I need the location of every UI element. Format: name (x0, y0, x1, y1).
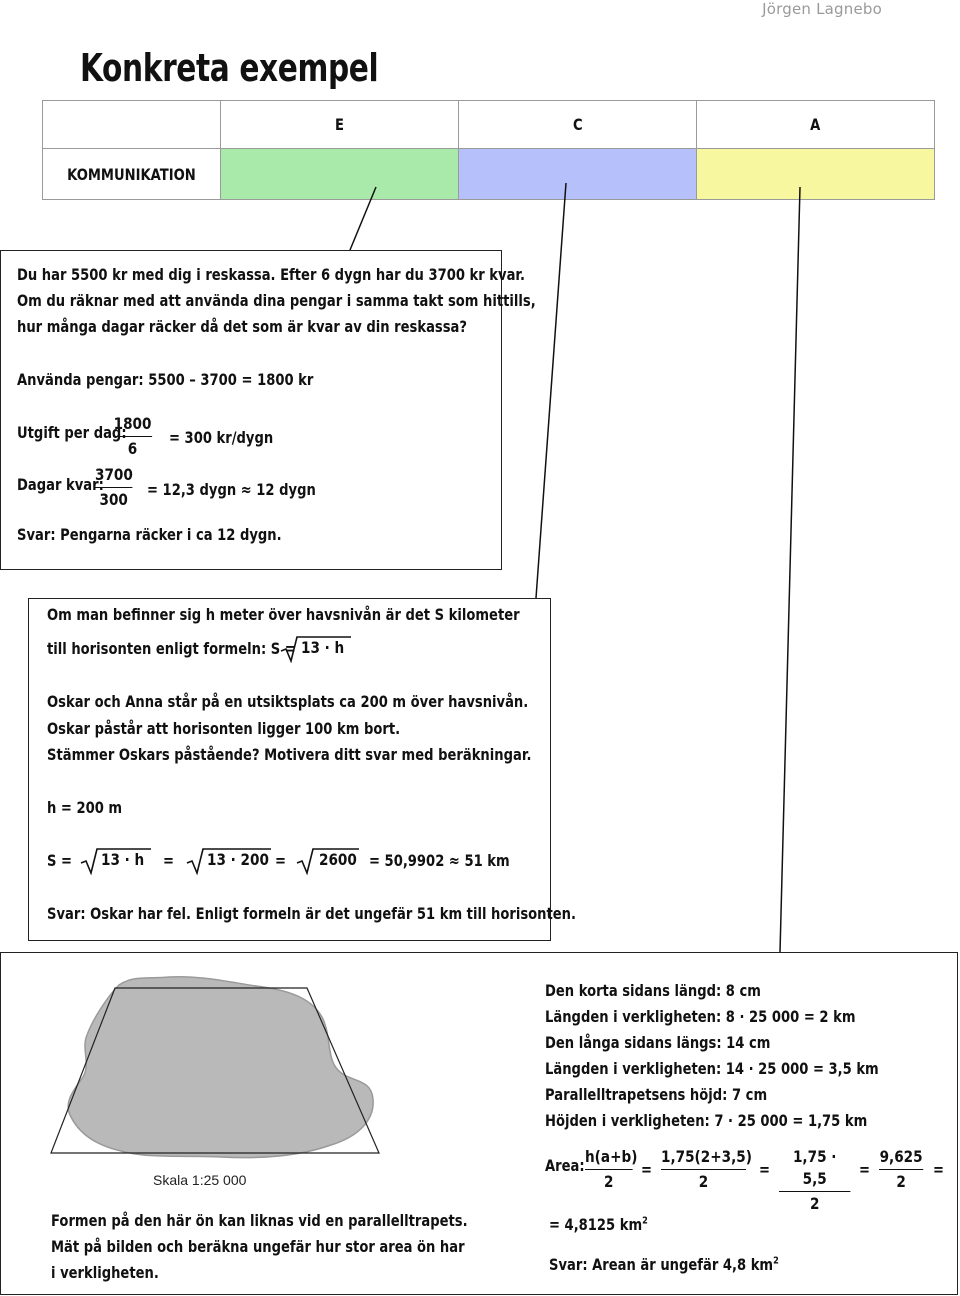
example-e-days-label: Dagar kvar: (17, 475, 104, 494)
example-e-question-line-3: hur många dagar räcker då det som är kvar av din reskassa? (17, 317, 468, 336)
example-a-fraction-4-numerator: 9,625 (879, 1147, 923, 1166)
island-map-icon (1, 953, 401, 1203)
example-a-eq-1: = (641, 1160, 652, 1179)
example-c-line-2: till horisonten enligt formeln: S = (47, 639, 296, 658)
example-a-answer-text: Svar: Arean är ungefär 4,8 km (549, 1255, 774, 1274)
example-a-eq-4: = (933, 1160, 944, 1179)
example-a-area-result-exponent: 2 (642, 1215, 648, 1227)
example-c-calc-radicand-3: 2600 (319, 850, 357, 869)
fraction-bar (95, 487, 132, 488)
example-c-h-value: h = 200 m (47, 798, 123, 817)
connector-line-c (536, 183, 566, 598)
connector-line-e (350, 187, 376, 250)
example-e-per-day-label: Utgift per dag: (17, 423, 127, 442)
grade-header-a-label: A (810, 115, 821, 134)
example-e-used-money: Använda pengar: 5500 – 3700 = 1800 kr (17, 370, 314, 389)
example-a-task-line-2: Mät på bilden och beräkna ungefär hur stor area ön har (51, 1237, 465, 1256)
example-c-line-5: Stämmer Oskars påstående? Motivera ditt svar med beräkningar. (47, 745, 532, 764)
example-c-formula-radicand: 13 · h (301, 638, 345, 657)
example-e-days-result: = 12,3 dygn ≈ 12 dygn (147, 480, 316, 499)
example-c-answer: Svar: Oskar har fel. Enligt formeln är det ungefär 51 km till horisonten. (47, 904, 576, 923)
example-c-line-3: Oskar och Anna står på en utsiktsplats ca 200 m över havsnivån. (47, 692, 529, 711)
row-label-text: KOMMUNIKATION (67, 164, 196, 184)
connector-line-a (780, 187, 800, 952)
example-e-days-denominator: 300 (99, 490, 128, 509)
example-a-calc-line-3: Den långa sidans längs: 14 cm (545, 1033, 771, 1052)
example-e-question-line-1: Du har 5500 kr med dig i reskassa. Efter 6 dygn har du 3700 kr kvar. (17, 265, 526, 284)
example-c-calc-s: S = (47, 851, 73, 870)
grade-header-c-label: C (572, 115, 583, 134)
example-e-per-day-fraction (113, 413, 152, 460)
fraction-bar (779, 1191, 850, 1192)
example-e-per-day-result: = 300 kr/dygn (169, 428, 274, 447)
example-e-days-numerator: 3700 (95, 465, 133, 484)
example-a-fraction-1-denominator: 2 (604, 1172, 614, 1191)
example-c-calc-result: = 50,9902 ≈ 51 km (369, 851, 510, 870)
example-a-area-result-text: = 4,8125 km (549, 1215, 643, 1234)
example-a-fraction-3-denominator: 2 (809, 1194, 820, 1213)
example-c-line-1: Om man befinner sig h meter över havsnivån är det S kilometer (47, 605, 520, 624)
author-name: Jörgen Lagnebo (762, 0, 882, 18)
example-e-box (0, 250, 536, 570)
example-a-calc-line-6: Höjden i verkligheten: 7 · 25 000 = 1,75 km (545, 1111, 868, 1130)
example-c-calc-eq-2: = (275, 851, 286, 870)
example-a-calc-line-2: Längden i verkligheten: 8 · 25 000 = 2 km (545, 1007, 856, 1026)
map-scale-label: Skala 1:25 000 (153, 1172, 247, 1188)
example-c-box (28, 598, 576, 941)
example-a-area-label: Area: (545, 1156, 585, 1175)
example-a-fraction-4 (879, 1146, 923, 1193)
example-a-task-line-1: Formen på den här ön kan liknas vid en parallelltrapets. (51, 1211, 468, 1230)
example-a-eq-3: = (859, 1160, 870, 1179)
grade-header-e-label: E (335, 115, 344, 134)
fraction-bar (113, 436, 152, 437)
example-a-eq-2: = (759, 1160, 770, 1179)
example-e-days-fraction (95, 464, 132, 511)
example-a-calc-line-5: Parallelltrapetsens höjd: 7 cm (545, 1085, 768, 1104)
example-c-line-4: Oskar påstår att horisonten ligger 100 km bort. (47, 719, 401, 738)
example-a-answer (549, 1255, 779, 1274)
example-c-calc-sqrt-3 (295, 847, 359, 873)
example-c-calc-sqrt-1 (79, 847, 151, 873)
example-a-fraction-2 (661, 1146, 752, 1193)
example-a-fraction-3-numerator: 1,75 · 5,5 (792, 1147, 837, 1188)
example-a-calc-line-4: Längden i verkligheten: 14 · 25 000 = 3,5 km (545, 1059, 879, 1078)
example-c-calc-eq-1: = (163, 851, 174, 870)
example-c-calc-radicand-1: 13 · h (101, 850, 145, 869)
example-a-area-result (549, 1215, 648, 1234)
example-a-answer-exponent: 2 (773, 1255, 779, 1267)
example-a-fraction-2-denominator: 2 (698, 1172, 709, 1191)
example-a-fraction-1-numerator: h(a+b) (585, 1147, 638, 1166)
example-a-fraction-4-denominator: 2 (896, 1172, 906, 1191)
example-c-calc-sqrt-2 (185, 847, 271, 873)
example-e-answer: Svar: Pengarna räcker i ca 12 dygn. (17, 525, 282, 544)
island-shape (68, 977, 373, 1158)
page-title: Konkreta exempel (80, 46, 379, 90)
example-a-fraction-3 (779, 1146, 850, 1215)
example-a-calc-line-1: Den korta sidans längd: 8 cm (545, 981, 761, 1000)
fraction-bar (879, 1169, 923, 1170)
fraction-bar (661, 1169, 746, 1170)
example-e-question-line-2: Om du räknar med att använda dina pengar i samma takt som hittills, (17, 291, 536, 310)
fraction-bar (585, 1169, 633, 1170)
example-e-per-day-denominator: 6 (127, 439, 138, 458)
example-c-formula-sqrt (279, 635, 351, 661)
example-e-per-day-numerator: 1800 (113, 414, 152, 433)
example-a-box (0, 952, 958, 1295)
example-a-task-line-3: i verkligheten. (51, 1263, 159, 1282)
example-a-fraction-1 (585, 1146, 638, 1193)
example-a-fraction-2-numerator: 1,75(2+3,5) (661, 1147, 752, 1166)
example-c-calc-radicand-2: 13 · 200 (207, 850, 269, 869)
